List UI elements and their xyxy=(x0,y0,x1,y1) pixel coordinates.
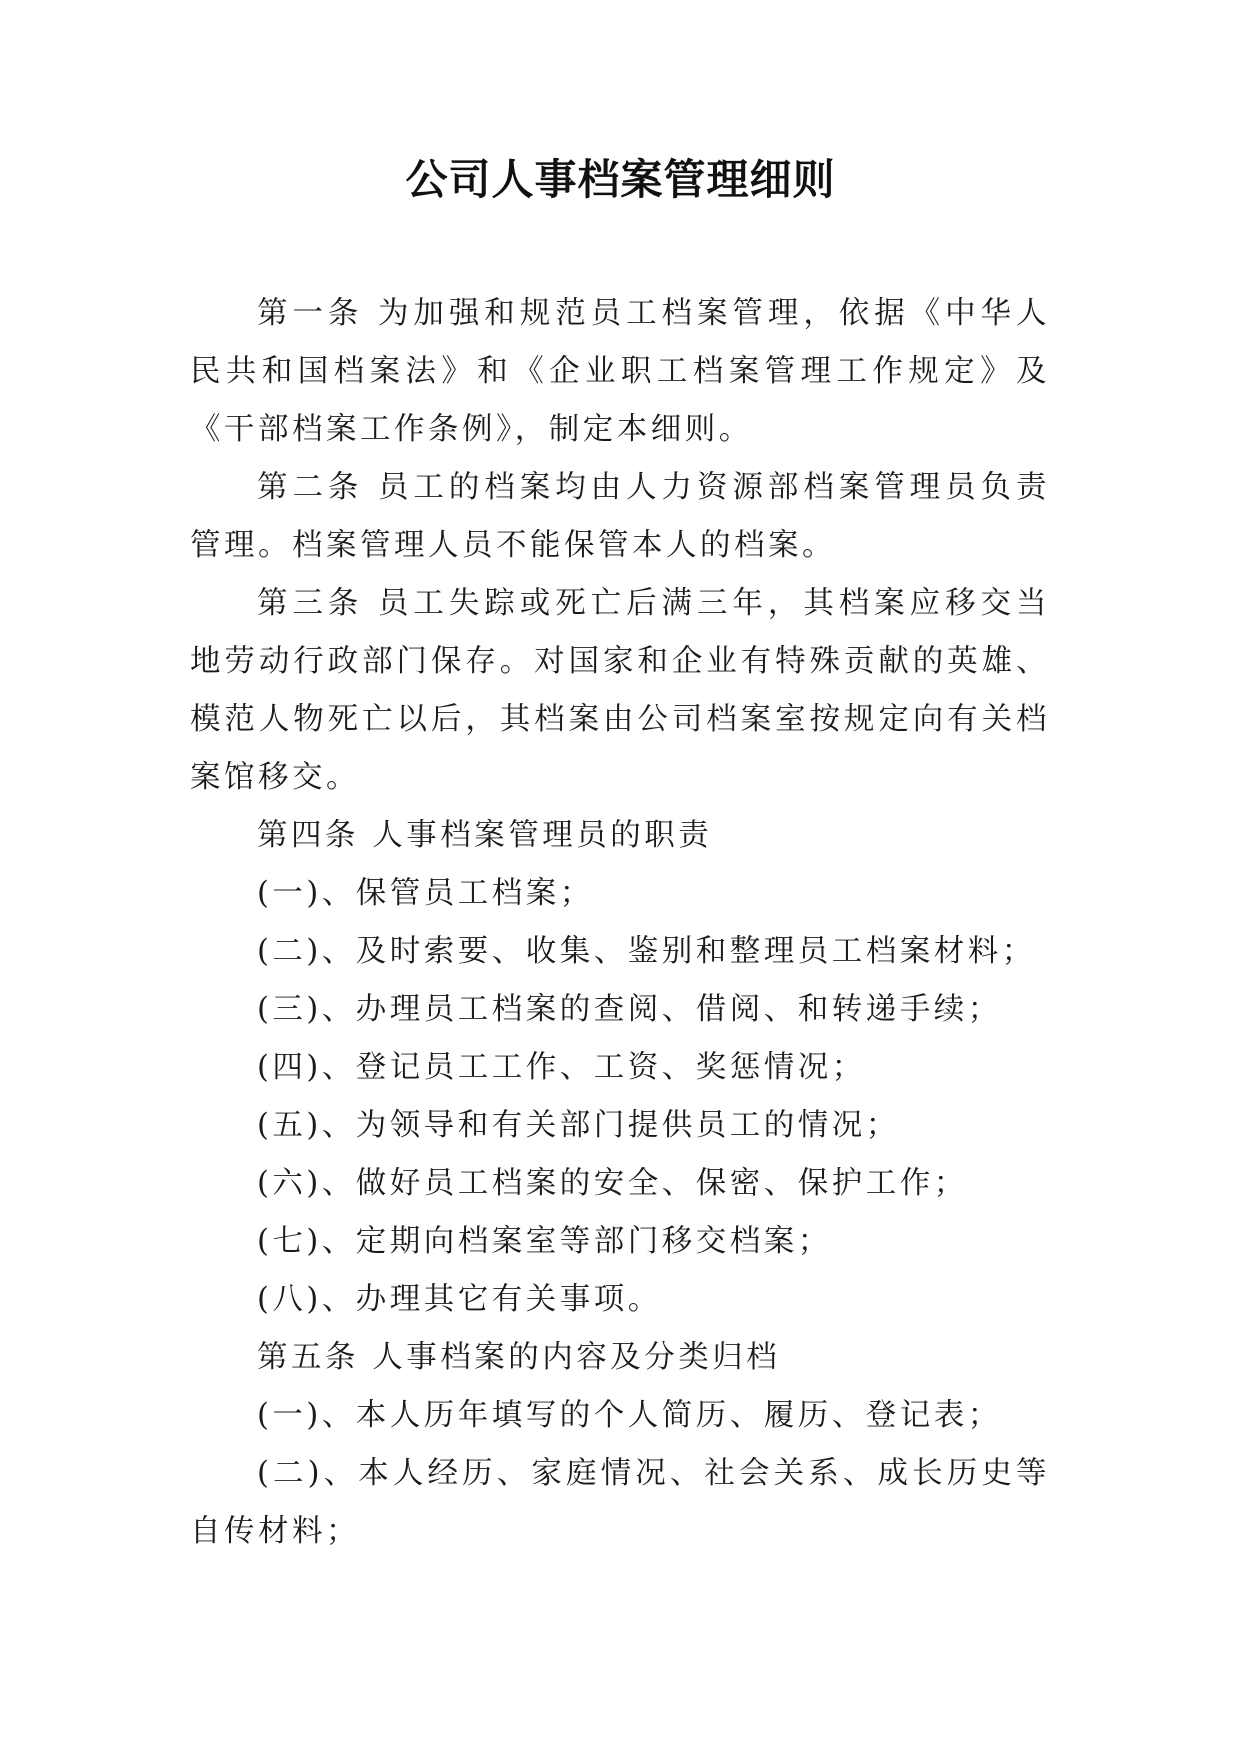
article-4-item-2: (二)、及时索要、收集、鉴别和整理员工档案材料； xyxy=(257,934,1036,969)
article-4-item-1: (一)、保管员工档案； xyxy=(257,876,594,911)
article-4-item-3: (三)、办理员工档案的查阅、借阅、和转递手续； xyxy=(257,992,1002,1027)
article-4-item-7: (七)、定期向档案室等部门移交档案； xyxy=(257,1224,832,1259)
article-1-paragraph: 第一条 为加强和规范员工档案管理，依据《中华人民共和国档案法》和《企业职工档案管理工作规定》及《干部档案工作条例》，制定本细则。 xyxy=(190,296,1050,447)
article-4-item-4: (四)、登记员工工作、工资、奖惩情况； xyxy=(257,1050,866,1085)
article-2-paragraph: 第二条 员工的档案均由人力资源部档案管理员负责管理。档案管理人员不能保管本人的档案。 xyxy=(190,470,1050,563)
article-4-item-6: (六)、做好员工档案的安全、保密、保护工作； xyxy=(257,1166,968,1201)
article-5-item-2: (二)、本人经历、家庭情况、社会关系、成长历史等自传材料； xyxy=(190,1456,1050,1549)
article-4-item-5: (五)、为领导和有关部门提供员工的情况； xyxy=(257,1108,900,1143)
article-4-item-8: (八)、办理其它有关事项。 xyxy=(257,1282,662,1317)
article-5-heading: 第五条 人事档案的内容及分类归档 xyxy=(257,1340,781,1375)
document-title: 公司人事档案管理细则 xyxy=(405,155,836,204)
document-body xyxy=(190,285,1050,1561)
article-4-heading: 第四条 人事档案管理员的职责 xyxy=(257,818,713,853)
article-3-paragraph: 第三条 员工失踪或死亡后满三年，其档案应移交当地劳动行政部门保存。对国家和企业有特殊贡献的英雄、模范人物死亡以后，其档案由公司档案室按规定向有关档案馆移交。 xyxy=(190,586,1050,795)
article-5-item-1: (一)、本人历年填写的个人简历、履历、登记表； xyxy=(257,1398,1002,1433)
